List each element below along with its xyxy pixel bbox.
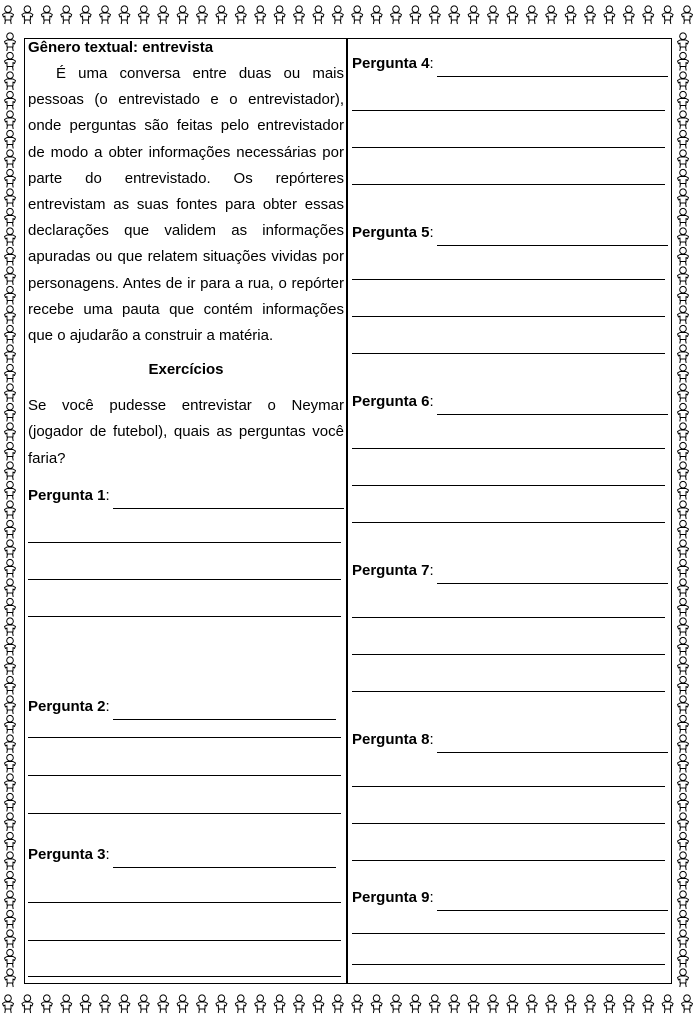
person-doodle-icon [5, 325, 16, 343]
person-doodle-icon [678, 130, 689, 148]
person-doodle-icon [332, 995, 343, 1013]
person-doodle-icon [468, 995, 479, 1013]
answer-line[interactable] [352, 184, 665, 185]
person-doodle-icon [410, 995, 421, 1013]
question-block-8: Pergunta 8 : [352, 731, 668, 753]
border-bottom [0, 989, 697, 1017]
person-doodle-icon [5, 520, 16, 538]
person-doodle-icon [5, 442, 16, 460]
person-doodle-icon [197, 995, 208, 1013]
person-doodle-icon [313, 995, 324, 1013]
page-title: Gênero textual: entrevista [28, 39, 214, 56]
person-doodle-icon [429, 6, 440, 24]
question-label: Pergunta 7 [352, 562, 430, 579]
answer-line[interactable] [113, 849, 336, 868]
answer-line[interactable] [28, 813, 341, 814]
person-doodle-icon [678, 189, 689, 207]
person-doodle-icon [138, 995, 149, 1013]
question-block-7: Pergunta 7 : [352, 562, 668, 584]
person-doodle-icon [678, 481, 689, 499]
question-label: Pergunta 6 [352, 393, 430, 410]
person-doodle-icon [678, 852, 689, 870]
question-label: Pergunta 1 [28, 487, 106, 504]
person-doodle-icon [5, 384, 16, 402]
question-label: Pergunta 4 [352, 55, 430, 72]
person-doodle-icon [5, 189, 16, 207]
person-doodle-icon [5, 501, 16, 519]
person-doodle-icon [177, 995, 188, 1013]
person-doodle-icon [5, 559, 16, 577]
answer-line[interactable] [437, 396, 668, 415]
person-doodle-icon [678, 696, 689, 714]
answer-line[interactable] [352, 316, 665, 317]
person-doodle-icon [507, 6, 518, 24]
person-doodle-icon [678, 930, 689, 948]
person-doodle-icon [5, 891, 16, 909]
person-doodle-icon [678, 267, 689, 285]
person-doodle-icon [678, 969, 689, 987]
person-doodle-icon [678, 793, 689, 811]
question-label: Pergunta 3 [28, 846, 106, 863]
person-doodle-icon [5, 286, 16, 304]
person-doodle-icon [678, 247, 689, 265]
person-doodle-icon [678, 891, 689, 909]
person-doodle-icon [678, 910, 689, 928]
person-doodle-icon [643, 6, 654, 24]
person-doodle-icon [678, 618, 689, 636]
person-doodle-icon [678, 462, 689, 480]
person-doodle-icon [526, 995, 537, 1013]
person-doodle-icon [80, 6, 91, 24]
person-doodle-icon [5, 735, 16, 753]
person-doodle-icon [5, 403, 16, 421]
person-doodle-icon [682, 995, 693, 1013]
answer-line[interactable] [352, 110, 665, 111]
person-doodle-icon [5, 871, 16, 889]
person-doodle-icon [678, 832, 689, 850]
person-doodle-icon [100, 995, 111, 1013]
person-doodle-icon [682, 6, 693, 24]
person-doodle-icon [678, 306, 689, 324]
answer-line[interactable] [437, 227, 668, 246]
person-doodle-icon [5, 813, 16, 831]
person-doodle-icon [565, 6, 576, 24]
question-block-4: Pergunta 4 : [352, 55, 668, 77]
answer-line[interactable] [28, 940, 341, 941]
person-doodle-icon [5, 657, 16, 675]
answer-line[interactable] [352, 522, 665, 523]
answer-line[interactable] [28, 542, 341, 543]
answer-line[interactable] [352, 448, 665, 449]
person-doodle-icon [41, 6, 52, 24]
column-divider [346, 38, 348, 984]
person-doodle-icon [5, 72, 16, 90]
person-doodle-icon [678, 520, 689, 538]
answer-line[interactable] [28, 902, 341, 903]
person-doodle-icon [623, 6, 634, 24]
person-doodle-icon [604, 995, 615, 1013]
person-doodle-icon [678, 403, 689, 421]
person-doodle-icon [546, 995, 557, 1013]
answer-line[interactable] [352, 933, 665, 934]
person-doodle-icon [61, 6, 72, 24]
answer-line[interactable] [28, 775, 341, 776]
person-doodle-icon [678, 813, 689, 831]
person-doodle-icon [5, 306, 16, 324]
person-doodle-icon [158, 6, 169, 24]
person-doodle-icon [5, 579, 16, 597]
question-label: Pergunta 8 [352, 731, 430, 748]
person-doodle-icon [5, 969, 16, 987]
person-doodle-icon [235, 6, 246, 24]
person-doodle-icon [216, 6, 227, 24]
person-doodle-icon [488, 995, 499, 1013]
person-doodle-icon [678, 579, 689, 597]
person-doodle-icon [678, 52, 689, 70]
person-doodle-icon [158, 995, 169, 1013]
person-doodle-icon [678, 384, 689, 402]
person-doodle-icon [391, 6, 402, 24]
question-label: Pergunta 5 [352, 224, 430, 241]
person-doodle-icon [100, 6, 111, 24]
person-doodle-icon [332, 6, 343, 24]
person-doodle-icon [429, 995, 440, 1013]
person-doodle-icon [623, 995, 634, 1013]
person-doodle-icon [5, 910, 16, 928]
person-doodle-icon [662, 995, 673, 1013]
answer-line[interactable] [352, 353, 665, 354]
answer-line[interactable] [28, 616, 341, 617]
person-doodle-icon [678, 91, 689, 109]
person-doodle-icon [5, 423, 16, 441]
person-doodle-icon [352, 6, 363, 24]
answer-line[interactable] [352, 485, 665, 486]
person-doodle-icon [678, 735, 689, 753]
person-doodle-icon [526, 6, 537, 24]
question-block-2: Pergunta 2 : [28, 698, 344, 720]
person-doodle-icon [5, 91, 16, 109]
person-doodle-icon [5, 111, 16, 129]
question-label: Pergunta 2 [28, 698, 106, 715]
person-doodle-icon [177, 6, 188, 24]
person-doodle-icon [22, 6, 33, 24]
person-doodle-icon [5, 33, 16, 51]
left-column [28, 38, 344, 863]
person-doodle-icon [41, 995, 52, 1013]
person-doodle-icon [5, 130, 16, 148]
person-doodle-icon [678, 559, 689, 577]
answer-line[interactable] [437, 734, 668, 753]
person-doodle-icon [5, 754, 16, 772]
answer-line[interactable] [352, 964, 665, 965]
person-doodle-icon [274, 995, 285, 1013]
answer-line[interactable] [352, 617, 665, 618]
person-doodle-icon [5, 169, 16, 187]
person-doodle-icon [5, 774, 16, 792]
person-doodle-icon [678, 676, 689, 694]
answer-line[interactable] [437, 892, 668, 911]
question-block-5: Pergunta 5 : [352, 224, 668, 246]
person-doodle-icon [678, 774, 689, 792]
person-doodle-icon [255, 6, 266, 24]
person-doodle-icon [391, 995, 402, 1013]
person-doodle-icon [274, 6, 285, 24]
person-doodle-icon [216, 995, 227, 1013]
person-doodle-icon [5, 228, 16, 246]
person-doodle-icon [371, 6, 382, 24]
person-doodle-icon [5, 267, 16, 285]
person-doodle-icon [5, 345, 16, 363]
person-doodle-icon [255, 995, 266, 1013]
question-label: Pergunta 9 [352, 889, 430, 906]
person-doodle-icon [678, 442, 689, 460]
person-doodle-icon [5, 364, 16, 382]
answer-line[interactable] [352, 823, 665, 824]
person-doodle-icon [678, 364, 689, 382]
person-doodle-icon [119, 6, 130, 24]
person-doodle-icon [5, 208, 16, 226]
person-doodle-icon [5, 852, 16, 870]
person-doodle-icon [5, 462, 16, 480]
answer-line[interactable] [352, 860, 665, 861]
answer-line[interactable] [352, 279, 665, 280]
person-doodle-icon [119, 995, 130, 1013]
person-doodle-icon [352, 995, 363, 1013]
person-doodle-icon [5, 949, 16, 967]
person-doodle-icon [678, 286, 689, 304]
person-doodle-icon [678, 228, 689, 246]
person-doodle-icon [22, 995, 33, 1013]
answer-line[interactable] [352, 691, 665, 692]
person-doodle-icon [678, 501, 689, 519]
person-doodle-icon [604, 6, 615, 24]
person-doodle-icon [449, 6, 460, 24]
person-doodle-icon [3, 995, 14, 1013]
person-doodle-icon [5, 696, 16, 714]
person-doodle-icon [5, 930, 16, 948]
person-doodle-icon [678, 423, 689, 441]
person-doodle-icon [643, 995, 654, 1013]
person-doodle-icon [371, 995, 382, 1013]
person-doodle-icon [3, 6, 14, 24]
person-doodle-icon [5, 481, 16, 499]
person-doodle-icon [197, 6, 208, 24]
answer-line[interactable] [352, 654, 665, 655]
person-doodle-icon [5, 793, 16, 811]
definition-paragraph: É uma conversa entre duas ou mais pessoas (o entrevistado e o entrevistador), onde perguntas são feitas pelo entrevistador de modo a obter informações necessárias por parte do entrevistado. Os repórteres entrevistam as suas fontes para obter essas declarações que validem as informações apuradas ou que relatem situações vividas por personagens. Antes de ir para a rua, o repórter recebe uma pauta que contém informações que o ajudarão a construir a matéria. [28, 65, 344, 345]
person-doodle-icon [5, 52, 16, 70]
question-block-3: Pergunta 3 : [28, 846, 344, 868]
person-doodle-icon [678, 111, 689, 129]
person-doodle-icon [5, 598, 16, 616]
person-doodle-icon [565, 995, 576, 1013]
person-doodle-icon [678, 33, 689, 51]
person-doodle-icon [546, 6, 557, 24]
person-doodle-icon [138, 6, 149, 24]
exercise-prompt: Se você pudesse entrevistar o Neymar (jogador de futebol), quais as perguntas você faria? [28, 397, 344, 467]
person-doodle-icon [662, 6, 673, 24]
answer-line[interactable] [28, 976, 341, 977]
person-doodle-icon [294, 6, 305, 24]
question-block-1: Pergunta 1 : [28, 487, 344, 509]
exercises-title: Exercícios [148, 361, 224, 379]
answer-line[interactable] [113, 701, 336, 720]
border-left [0, 30, 22, 989]
person-doodle-icon [5, 247, 16, 265]
person-doodle-icon [585, 995, 596, 1013]
person-doodle-icon [678, 540, 689, 558]
person-doodle-icon [678, 657, 689, 675]
answer-line[interactable] [437, 565, 668, 584]
person-doodle-icon [678, 169, 689, 187]
person-doodle-icon [678, 325, 689, 343]
answer-line[interactable] [437, 58, 668, 77]
person-doodle-icon [5, 715, 16, 733]
person-doodle-icon [585, 6, 596, 24]
person-doodle-icon [80, 995, 91, 1013]
person-doodle-icon [678, 715, 689, 733]
person-doodle-icon [5, 618, 16, 636]
person-doodle-icon [678, 598, 689, 616]
answer-line[interactable] [28, 579, 341, 580]
person-doodle-icon [678, 345, 689, 363]
person-doodle-icon [235, 995, 246, 1013]
person-doodle-icon [5, 676, 16, 694]
person-doodle-icon [449, 995, 460, 1013]
person-doodle-icon [507, 995, 518, 1013]
person-doodle-icon [678, 208, 689, 226]
border-right [673, 30, 697, 989]
person-doodle-icon [410, 6, 421, 24]
person-doodle-icon [678, 754, 689, 772]
person-doodle-icon [678, 871, 689, 889]
answer-line[interactable] [352, 147, 665, 148]
person-doodle-icon [5, 637, 16, 655]
person-doodle-icon [678, 949, 689, 967]
person-doodle-icon [5, 540, 16, 558]
answer-line[interactable] [352, 786, 665, 787]
person-doodle-icon [468, 6, 479, 24]
question-block-9: Pergunta 9 : [352, 889, 668, 911]
person-doodle-icon [5, 832, 16, 850]
answer-line[interactable] [113, 490, 344, 509]
person-doodle-icon [488, 6, 499, 24]
person-doodle-icon [678, 150, 689, 168]
person-doodle-icon [294, 995, 305, 1013]
answer-line[interactable] [28, 737, 341, 738]
question-block-6: Pergunta 6 : [352, 393, 668, 415]
person-doodle-icon [61, 995, 72, 1013]
person-doodle-icon [678, 72, 689, 90]
person-doodle-icon [5, 150, 16, 168]
border-top [0, 0, 697, 30]
person-doodle-icon [678, 637, 689, 655]
person-doodle-icon [313, 6, 324, 24]
